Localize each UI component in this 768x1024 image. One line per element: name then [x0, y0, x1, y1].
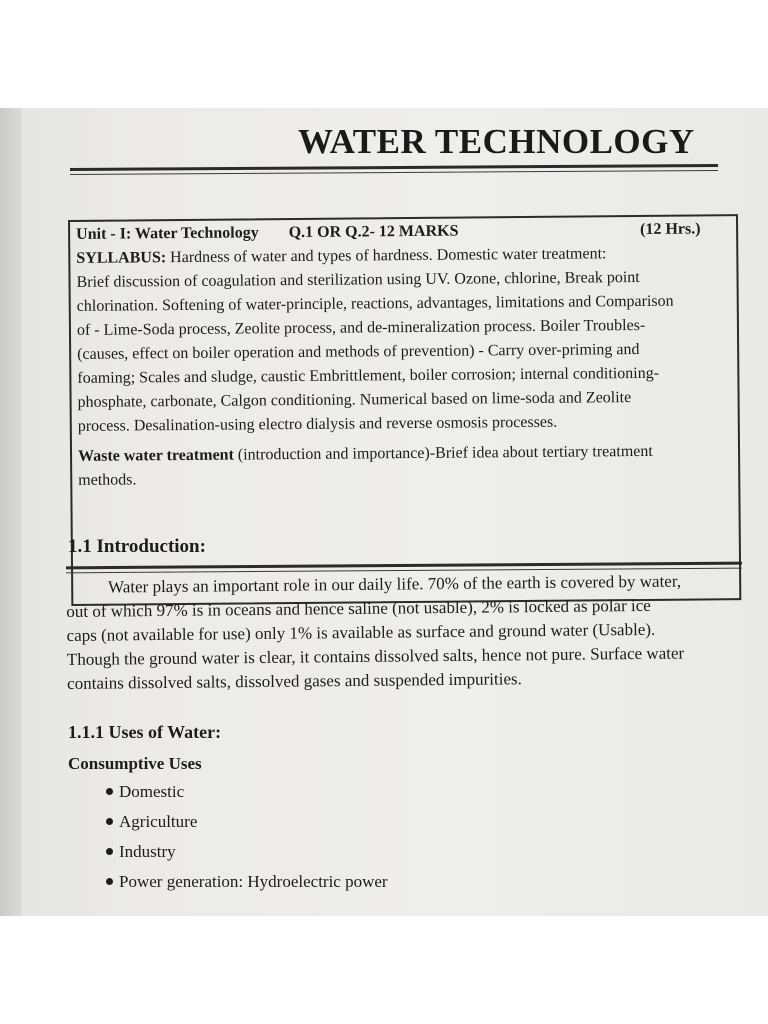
syllabus-line-5: (causes, effect on boiler operation and methods of prevention) - Carry over-priming and	[77, 341, 640, 363]
unit-label: Unit - I: Water Technology	[76, 224, 259, 243]
page-binding-edge	[0, 108, 22, 916]
waste-water-line-2: methods.	[78, 471, 137, 489]
intro-line-1: Water plays an important role in our daily life. 70% of the earth is covered by water,	[108, 571, 682, 597]
hours-label: (12 Hrs.)	[640, 220, 701, 239]
section-heading: 1.1 Introduction:	[68, 536, 206, 557]
bullet-icon	[106, 788, 113, 795]
syllabus-label: SYLLABUS:	[76, 249, 167, 267]
consumptive-heading: Consumptive Uses	[68, 754, 202, 773]
syllabus-line-8: process. Desalination-using electro dialysis and reverse osmosis processes.	[77, 413, 558, 435]
bullet-icon	[106, 818, 113, 825]
page-title: WATER TECHNOLOGY	[298, 122, 695, 161]
list-item: Agriculture	[106, 812, 197, 832]
syllabus-line-2: Brief discussion of coagulation and sterilization using UV. Ozone, chlorine, Break point	[76, 269, 640, 291]
waste-water-label: Waste water treatment	[77, 446, 234, 465]
intro-line-5: contains dissolved salts, dissolved gases and suspended impurities.	[67, 669, 522, 693]
syllabus-line-7: phosphate, carbonate, Calgon conditioning. Numerical based on lime-soda and Zeolite	[77, 389, 632, 411]
uses-heading: 1.1.1 Uses of Water:	[68, 722, 222, 742]
syllabus-line-6: foaming; Scales and sludge, caustic Embrittlement, boiler corrosion; internal conditioning-	[77, 364, 660, 387]
bullet-icon	[106, 878, 113, 885]
bullet-icon	[106, 848, 113, 855]
syllabus-line-3: chlorination. Softening of water-principle, reactions, advantages, limitations and Comparison	[76, 292, 674, 315]
waste-water-line: Waste water treatment (introduction and importance)-Brief idea about tertiary treatment	[77, 442, 653, 465]
list-item: Industry	[106, 842, 176, 862]
title-rule-thin	[70, 170, 718, 175]
list-item: Power generation: Hydroelectric power	[106, 872, 388, 892]
unit-row	[76, 223, 458, 244]
book-page	[0, 108, 768, 916]
list-item: Domestic	[106, 782, 184, 802]
syllabus-line-4: of - Lime-Soda process, Zeolite process, and de-mineralization process. Boiler Troubles-	[76, 316, 646, 339]
syllabus-line-1: SYLLABUS: Hardness of water and types of hardness. Domestic water treatment:	[76, 245, 607, 267]
question-marks: Q.1 OR Q.2- 12 MARKS	[288, 222, 459, 242]
intro-line-2: out of which 97% is in oceans and hence saline (not usable), 2% is locked as polar ice	[66, 595, 651, 621]
intro-line-3: caps (not available for use) only 1% is available as surface and ground water (Usable).	[66, 619, 656, 645]
intro-line-4: Though the ground water is clear, it contains dissolved salts, hence not pure. Surface water	[66, 643, 685, 669]
